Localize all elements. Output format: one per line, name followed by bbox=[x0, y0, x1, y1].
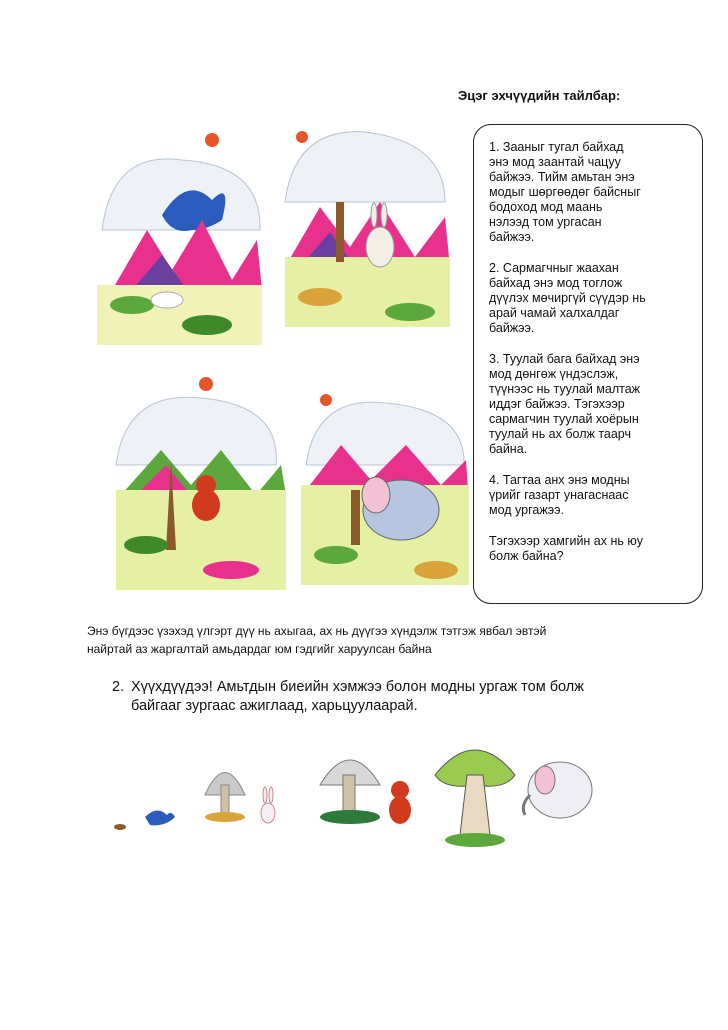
sapling-image bbox=[205, 773, 245, 823]
illustration-rabbit-panel bbox=[270, 107, 455, 362]
note-item-4: 4. Тагтаа анх энэ модны үрийг газарт унагаснаас мод ургажээ. bbox=[489, 473, 630, 517]
elephant-image bbox=[523, 762, 592, 818]
medium-tree-image bbox=[320, 760, 380, 824]
note-item-2: 2. Сармагчныг жаахан байхад энэ мод тоглож дүүлэх мөчиргүй сүүдэр нь арай чамай халхалдаг байжээ. bbox=[489, 261, 646, 335]
illustration-bird-panel bbox=[92, 120, 267, 350]
seed-image bbox=[114, 824, 126, 830]
large-tree-image bbox=[435, 750, 515, 847]
note-item-1: 1. Зааныг тугал байхад энэ мод заантай чацуу байжээ. Тийм амьтан энэ модыг шөргөөдөг байсныг бодоход мод маань нэлээд том ургасан байжээ. bbox=[489, 140, 641, 244]
notes-heading: Эцэг эхчүүдийн тайлбар: bbox=[458, 88, 621, 103]
note-question: Тэгэхээр хамгийн ах нь юу болж байна? bbox=[489, 534, 643, 563]
task-text: Хүүхдүүдээ! Амьтдын биеийн хэмжээ болон модны ургаж том болж байгааг зургаас ажиглаад, харьцуулаарай. bbox=[131, 679, 584, 714]
parent-notes-box bbox=[473, 124, 703, 604]
small-bird-image bbox=[145, 810, 175, 825]
illustration-elephant-panel bbox=[296, 375, 471, 600]
illustration-monkey-panel bbox=[106, 370, 291, 605]
monkey-image bbox=[389, 781, 411, 824]
note-item-3: 3. Туулай бага байхад энэ мод дөнгөж үндэслэж, түүнээс нь туулай малтаж иддэг байжээ. Тэгэхээр сармагчин туулай хоёрын туулай нь ах болж таарч байна. bbox=[489, 352, 641, 456]
task-number: 2. bbox=[112, 679, 125, 695]
summary-text: Энэ бүгдээс үзэхэд үлгэрт дүү нь ахыгаа, ах нь дүүгээ хүндэлж тэтгэж явбал эвтэй найртай аз жаргалтай амьдардаг юм гэдгийг харуулсан байна bbox=[87, 624, 547, 656]
size-comparison-row bbox=[105, 735, 625, 860]
small-rabbit-image bbox=[261, 787, 275, 823]
